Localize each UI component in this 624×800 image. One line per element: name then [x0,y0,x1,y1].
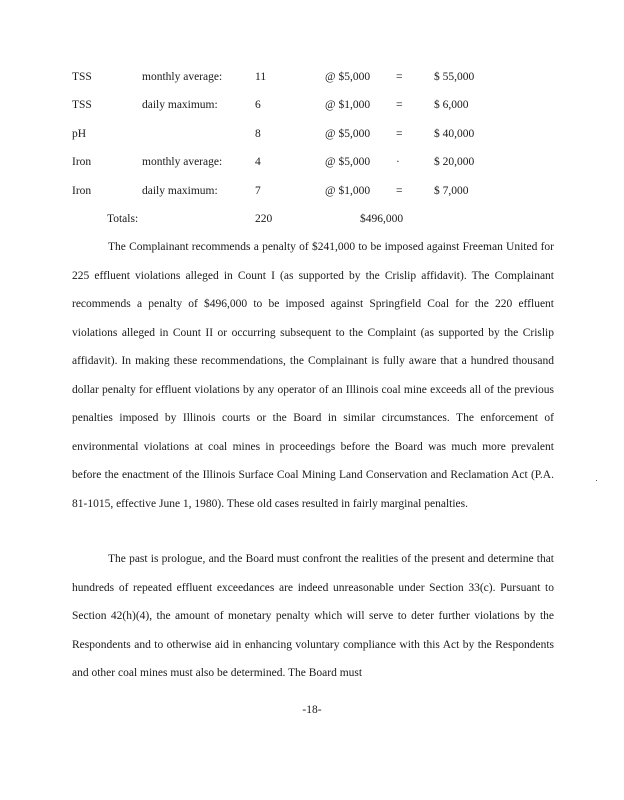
paragraph-recommendations [72,233,554,518]
rate-cell: @ $5,000 [325,128,371,140]
amount-cell: $ 7,000 [434,185,469,197]
equals-cell: = [396,71,403,83]
parameter-cell: TSS [72,99,92,111]
violation-count-cell: 6 [255,99,261,111]
amount-cell: $ 40,000 [434,128,475,140]
limit-type-cell: daily maximum: [142,99,218,111]
rate-cell: @ $5,000 [325,71,371,83]
paragraph-text: The past is prologue, and the Board must confront the realities of the present and determine that hundreds of repeated effluent exceedances are indeed unreasonable under Section 33(c). Pursuant to Section 42(h)(4), the amount of monetary penalty which will serve to deter further violations by the Respondents and to otherwise aid in enhancing voluntary compliance with this Act by the Respondents and other coal mines must also be determined. The Board must [72,553,554,679]
equals-cell: · [396,156,400,168]
amount-cell: $ 55,000 [434,71,475,83]
violation-count-cell: 11 [255,71,267,83]
paragraph-text: The Complainant recommends a penalty of $241,000 to be imposed against Freeman United for 225 effluent violations alleged in Count I (as supported by the Crislip affidavit). The Complainant recommends a penalty of $496,000 to be imposed against Springfield Coal for the 220 effluent violations alleged in Count II or occurring subsequent to the Complaint (as supported by the Crislip affidavit). In making these recommendations, the Complainant is fully aware that a hundred thousand dollar penalty for effluent violations by any operator of an Illinois coal mine exceeds all of the previous penalties imposed by Illinois courts or the Board in similar circumstances. The enforcement of environmental violations at coal mines in proceedings before the Board was much more prevalent before the enactment of the Illinois Surface Coal Mining Land Conservation and Reclamation Act (P.A. 81-1015, effective June 1, 1980). These old cases resulted in fairly marginal penalties. [72,241,554,510]
violation-count-cell: 4 [255,156,261,168]
totals-count: 220 [255,213,273,225]
totals-amount: $496,000 [360,213,404,225]
parameter-cell: pH [72,128,87,140]
parameter-cell: Iron [72,156,92,168]
rate-cell: @ $5,000 [325,156,371,168]
scan-speck [596,480,597,481]
totals-label: Totals: [107,213,139,225]
amount-cell: $ 6,000 [434,99,469,111]
parameter-cell: TSS [72,71,92,83]
equals-cell: = [396,185,403,197]
equals-cell: = [396,99,403,111]
amount-cell: $ 20,000 [434,156,475,168]
limit-type-cell: monthly average: [142,71,223,83]
violation-count-cell: 7 [255,185,261,197]
equals-cell: = [396,128,403,140]
rate-cell: @ $1,000 [325,99,371,111]
limit-type-cell: monthly average: [142,156,223,168]
rate-cell: @ $1,000 [325,185,371,197]
paragraph-past-is-prologue [72,545,554,688]
limit-type-cell: daily maximum: [142,185,218,197]
page-number: -18- [302,704,322,716]
parameter-cell: Iron [72,185,92,197]
violation-count-cell: 8 [255,128,261,140]
